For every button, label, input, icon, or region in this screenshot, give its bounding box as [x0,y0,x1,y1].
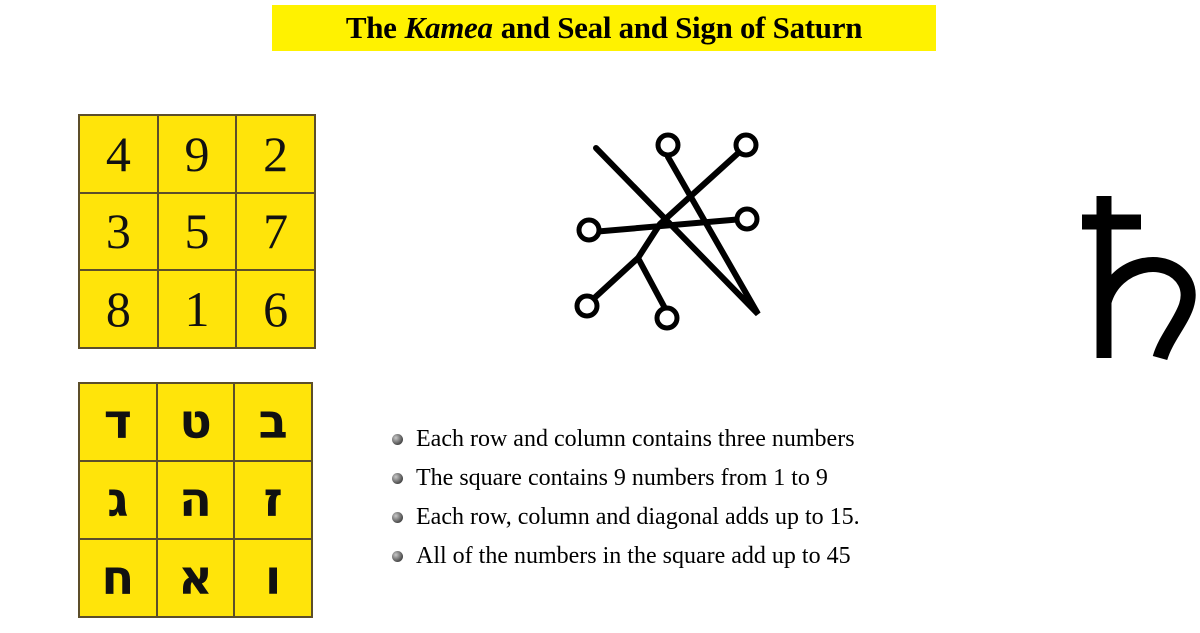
bullet-icon [392,473,403,484]
number-cell: 6 [237,271,314,347]
hebrew-cell: א [158,540,234,616]
hebrew-cell: ו [235,540,311,616]
bullet-icon [392,434,403,445]
title-before: The [345,10,397,45]
number-cell: 4 [80,116,157,192]
number-cell: 2 [237,116,314,192]
hebrew-cell: ח [80,540,156,616]
number-cell: 8 [80,271,157,347]
number-cell: 5 [159,194,236,270]
number-cell: 1 [159,271,236,347]
hebrew-cell: ד [80,384,156,460]
number-cell: 9 [159,116,236,192]
kamea-hebrew-square [78,382,313,618]
fact-text: The square contains 9 numbers from 1 to 9 [416,465,828,491]
fact-text: All of the numbers in the square add up to 45 [416,543,851,569]
facts-list [392,420,860,576]
hebrew-cell: ג [80,462,156,538]
page-title [272,5,936,51]
hebrew-cell: ט [158,384,234,460]
hebrew-cell: ב [235,384,311,460]
list-item [392,537,860,576]
bullet-icon [392,551,403,562]
list-item [392,498,860,537]
kamea-number-square [78,114,316,349]
list-item [392,459,860,498]
saturn-symbol-icon [1075,190,1200,365]
seal-of-saturn-icon [560,120,780,340]
number-cell: 7 [237,194,314,270]
title-after: and Seal and Sign of Saturn [500,10,863,45]
fact-text: Each row, column and diagonal adds up to 15. [416,504,860,530]
number-cell: 3 [80,194,157,270]
title-italic: Kamea [404,10,493,45]
bullet-icon [392,512,403,523]
hebrew-cell: ז [235,462,311,538]
hebrew-cell: ה [158,462,234,538]
list-item [392,420,860,459]
fact-text: Each row and column contains three numbers [416,426,855,452]
